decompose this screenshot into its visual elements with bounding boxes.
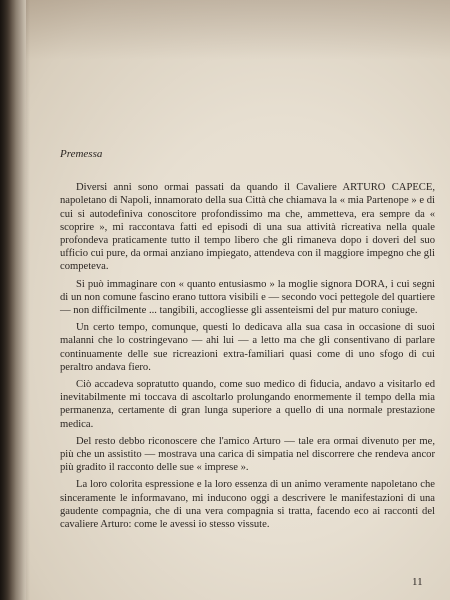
paragraph-3: Un certo tempo, comunque, questi lo dedicava alla sua casa in occasione di suoi malanni che lo costringevano — ahi lui — a letto ma che gli consentivano di parlare continuamente delle sue ricreazioni extra-familiari quasi come di uno sfogo di cui peraltro andava fiero. [60,322,435,373]
section-heading: Premessa [60,148,103,160]
paragraph-6: La loro colorita espressione e la loro essenza di un animo veramente napoletano che sinceramente le informavano, mi inducono oggi a descrivere le manifestazioni di una gaudente compagnia, che di una vera compagnia si tratta, facendo eco ai racconti del cavaliere Arturo: come le avessi io stesso vissute. [60,479,435,531]
paragraph-5: Del resto debbo riconoscere che l'amico Arturo — tale era ormai divenuto per me, più che un assistito — mostrava una carica di simpatia nel discorrere che rendeva ancor più gradito il racconto delle sue « imprese ». [60,435,435,474]
text-block [60,148,435,535]
paragraph-2: Si può immaginare con « quanto entusiasmo » la moglie signora DORA, i cui segni di un non comune fascino erano tuttora visibili e — secondo voci pettegole del quartiere — non difficilmente ... tangibili, accogliesse gli assenteismi del pur maturo coniuge. [60,278,435,317]
page-top-shadow [26,0,450,60]
paragraph-4: Ciò accadeva sopratutto quando, come suo medico di fiducia, andavo a visitarlo ed inevitabilmente mi toccava di ascoltarlo prolungando enormemente il tempo della mia permanenza, certamente di gran lunga superiore a quello di una normale prestazione medica. [60,379,435,430]
page-number: 11 [412,576,423,588]
book-binding-shadow [0,0,30,600]
paragraph-1: Diversi anni sono ormai passati da quando il Cavaliere ARTURO CAPECE, napoletano di Napoli, innamorato della sua Città che chiamava la « mia Partenope » e di cui si autodefiniva conoscitore profondissimo ma che, ammetteva, era sempre da « scoprire », mi raccontava fatti ed episodi di una sua attività ricreativa nella quale profondeva praticamente tutto il tempo libero che gli rimaneva dopo i doveri del suo ufficio cui pure, da ormai anziano impiegato, attendeva con il maggiore impegno che gli competeva. [60,182,435,273]
